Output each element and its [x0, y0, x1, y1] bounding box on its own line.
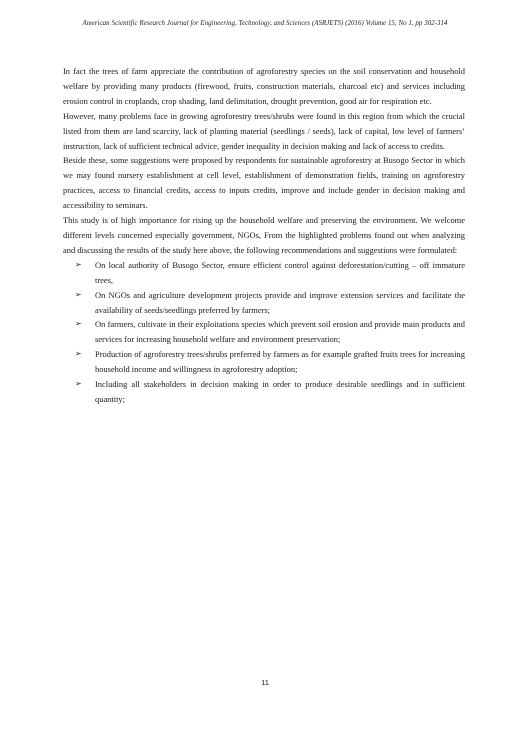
list-item	[63, 258, 465, 288]
list-item	[63, 288, 465, 318]
paragraph: However, many problems face in growing agroforestry trees/shrubs were found in this region from which the crucial listed from them are land scarcity, lack of planting material (seedlings / seeds), lack of capital, low level of farmers’ instruction, lack of sufficient technical advice, gender inequality in decision making and lack of access to credits.	[63, 110, 465, 151]
list-item-text: Production of agroforestry trees/shrubs preferred by farmers as for example grafted fruits trees for increasing household income and willingness in agroforestry adoption;	[95, 349, 465, 375]
list-item	[63, 377, 465, 407]
list-item-text: On NGOs and agriculture development projects provide and improve extension services and facilitate the availability of seeds/seedlings preferred by farmers;	[95, 289, 465, 315]
recommendations-list	[63, 258, 465, 407]
list-item	[63, 347, 465, 377]
arrow-bullet-icon: ➢	[75, 259, 82, 269]
paragraph: In fact the trees of farm appreciate the contribution of agroforestry species on the soil conservation and household welfare by providing many products (firewood, fruits, construction materials, charcoal etc) and services including erosion control in croplands, crop shading, land delimitation, drought prevention, good air for respiration etc.	[63, 66, 465, 106]
list-item	[63, 317, 465, 347]
arrow-bullet-icon: ➢	[75, 289, 82, 299]
arrow-bullet-icon: ➢	[75, 319, 82, 329]
body-text	[63, 64, 465, 407]
list-item-text: Including all stakeholders in decision making in order to produce desirable seedlings and in sufficient quantity;	[95, 379, 465, 404]
list-item-text: On farmers, cultivate in their exploitations species which prevent soil erosion and provide main products and services for increasing household welfare and environment preservation;	[95, 319, 465, 345]
paragraph: Beside these, some suggestions were proposed by respondents for sustainable agroforestry at Busogo Sector in which we may found nursery establishment at cell level, establishment of demonstration fields, training on agroforestry practices, access to financial credits, access to inputs credits, improve and include gender in decision making and accessibility to seminars.	[63, 155, 465, 211]
arrow-bullet-icon: ➢	[75, 379, 82, 389]
list-item-text: On local authority of Busogo Sector, ensure efficient control against deforestation/cutting – off immature trees,	[95, 259, 465, 285]
running-head: American Scientific Research Journal for Engineering, Technology, and Sciences (ASRJETS) (2016) Volume 15, No 1, pp 302-314	[82, 20, 448, 27]
arrow-bullet-icon: ➢	[75, 349, 82, 359]
paragraph: This study is of high importance for rising up the household welfare and preserving the environment. We welcome different levels concerned especially government, NGOs, From the highlighted problems found out when analyzing and discussing the results of the study here above, the following recommendations and suggestions were formulated:	[63, 215, 465, 255]
page-number: 11	[261, 678, 269, 687]
